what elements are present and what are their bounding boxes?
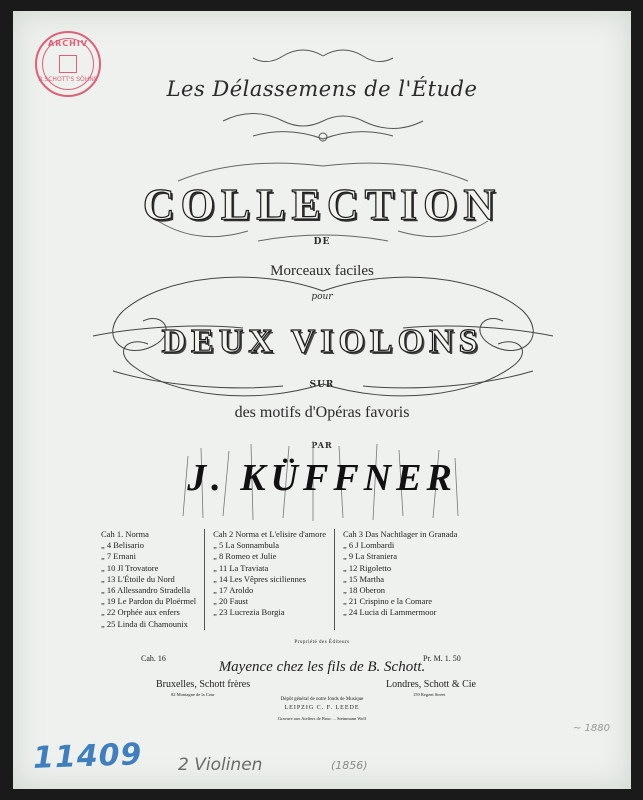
- cahier-label: „ 5: [213, 540, 224, 551]
- londres-text: Londres, Schott & Cie: [386, 679, 476, 690]
- cahier-label: „ 19: [101, 596, 116, 607]
- opera-list-item: [213, 529, 326, 540]
- par-text: PAR: [311, 440, 333, 450]
- cahier-label: „ 7: [101, 551, 112, 562]
- de-text: DE: [313, 237, 331, 247]
- opera-list-item: [101, 607, 196, 618]
- cahier-label: „ 18: [342, 585, 358, 596]
- instrument-title: DEUX VIOLONS: [161, 323, 483, 360]
- cahier-label: Cah 2: [213, 529, 234, 539]
- opera-list-item: [101, 529, 196, 540]
- opera-list-item: [213, 563, 326, 574]
- opera-list-item: [343, 551, 457, 562]
- opera-title: Oberon: [359, 585, 385, 596]
- opera-list-item: [101, 563, 196, 574]
- opera-title: Faust: [229, 596, 249, 607]
- propriete-text: Propriété des Éditeurs: [294, 640, 350, 645]
- opera-title: Le Pardon du Ploërmel: [117, 596, 197, 607]
- cahier-label: „ 9: [342, 551, 354, 562]
- composer-name: J. KÜFFNER: [187, 457, 457, 499]
- cahier-label: „ 11: [213, 562, 228, 573]
- opera-list-item: [213, 540, 326, 551]
- collection-title: COLLECTION: [142, 180, 502, 229]
- opera-title: La Traviata: [229, 562, 269, 573]
- engraver-text: Gravure aux Ateliers de Bouc ... Steinmann Wolf: [277, 716, 367, 721]
- opera-title: Belisario: [113, 540, 144, 551]
- cahier-label: „ 21: [342, 596, 358, 607]
- bruxelles-address: 82 Montagne de la Cour: [171, 692, 215, 697]
- cahier-label: „ 8: [213, 551, 224, 562]
- opera-list-item: [101, 540, 196, 551]
- cahier-label: „ 24: [342, 607, 358, 618]
- opera-title: Crispino e la Comare: [359, 596, 432, 607]
- opera-list-item: [101, 551, 196, 562]
- year-note: (1856): [331, 759, 368, 772]
- cahier-label: „ 22: [101, 607, 116, 618]
- publisher-text: Mayence chez les fils de B. Schott.: [218, 659, 426, 675]
- contents-column-3: [334, 529, 465, 630]
- cahier-label: „ 10: [101, 562, 116, 573]
- motifs-text: des motifs d'Opéras favoris: [234, 404, 410, 421]
- opera-title: Romeo et Julie: [225, 551, 277, 562]
- cahier-number: Cah. 16: [141, 654, 166, 663]
- cahier-label: „ 16: [101, 585, 116, 596]
- opera-title: Lucrezia Borgia: [229, 607, 285, 618]
- opera-title: Linda di Chamounix: [117, 618, 188, 629]
- cahier-label: „ 14: [213, 573, 228, 584]
- cahier-label: „ 17: [213, 585, 228, 596]
- cahier-label: „ 4: [101, 540, 112, 551]
- opera-title: La Sonnambula: [225, 540, 280, 551]
- opera-list-item: [213, 585, 326, 596]
- cahier-label: „ 20: [213, 596, 228, 607]
- price-text: Pr. M. 1. 50: [423, 654, 461, 663]
- opera-list-item: [213, 607, 326, 618]
- opera-title: Das Nachtlager in Granada: [365, 529, 458, 539]
- cahier-label: Cah 1.: [101, 529, 124, 539]
- contents-table: [93, 529, 465, 630]
- opera-title: Norma et L'elisire d'amore: [235, 529, 326, 539]
- opera-title: Orphée aux enfers: [117, 607, 180, 618]
- series-title: Les Délassemens de l'Étude: [166, 77, 478, 101]
- opera-list-item: [343, 563, 457, 574]
- opera-list-item: [101, 596, 196, 607]
- pencil-note: ~ 1880: [573, 723, 611, 734]
- pour-text: pour: [311, 292, 333, 302]
- opera-list-item: [343, 607, 457, 618]
- opera-list-item: [101, 619, 196, 630]
- opera-title: Rigoletto: [359, 562, 392, 573]
- opera-title: La Straniera: [355, 551, 398, 562]
- opera-title: Les Vêpres siciliennes: [229, 573, 306, 584]
- contents-column-2: [205, 529, 335, 630]
- opera-title: Allessandro Stradella: [117, 585, 191, 596]
- cahier-label: Cah 3: [342, 529, 364, 539]
- opera-list-item: [213, 574, 326, 585]
- stamp-top-text: ARCHIV: [47, 39, 89, 48]
- sur-text: SUR: [309, 380, 335, 390]
- opera-title: Aroldo: [229, 585, 254, 596]
- opera-list-item: [101, 574, 196, 585]
- opera-title: Lucia di Lammermoor: [359, 607, 437, 618]
- depot-text: Dépôt général de notre fonds de Musique: [280, 697, 364, 702]
- opera-list-item: [213, 596, 326, 607]
- cahier-label: „ 13: [101, 573, 116, 584]
- opera-title: Norma: [125, 529, 149, 539]
- opera-list-item: [213, 551, 326, 562]
- opera-list-item: [343, 529, 457, 540]
- catalog-number: 11409: [32, 737, 143, 776]
- instrument-note: 2 Violinen: [178, 755, 263, 775]
- morceaux-text: Morceaux faciles: [270, 263, 374, 279]
- opera-title: Martha: [359, 573, 385, 584]
- opera-title: L'Étoile du Nord: [117, 573, 175, 584]
- londres-address: 159 Regent Street: [413, 692, 446, 697]
- bruxelles-text: Bruxelles, Schott frères: [156, 679, 251, 690]
- opera-list-item: [343, 585, 457, 596]
- contents-column-1: [93, 529, 205, 630]
- cahier-label: „ 6: [342, 540, 354, 551]
- opera-title: Jl Trovatore: [117, 562, 159, 573]
- title-page: [13, 11, 631, 789]
- opera-list-item: [343, 540, 457, 551]
- opera-title: J Lombardi: [355, 540, 395, 551]
- cahier-label: „ 25: [101, 618, 116, 629]
- cahier-label: „ 12: [342, 562, 358, 573]
- stamp-bottom-text: B.SCHOTT'S SÖHNE: [38, 76, 98, 83]
- opera-list-item: [343, 574, 457, 585]
- opera-title: Ernani: [113, 551, 136, 562]
- leipzig-text: LEIPZIG C. F. LEEDE: [284, 705, 360, 711]
- opera-list-item: [101, 585, 196, 596]
- cahier-label: „ 23: [213, 607, 228, 618]
- opera-list-item: [343, 596, 457, 607]
- cahier-label: „ 15: [342, 573, 358, 584]
